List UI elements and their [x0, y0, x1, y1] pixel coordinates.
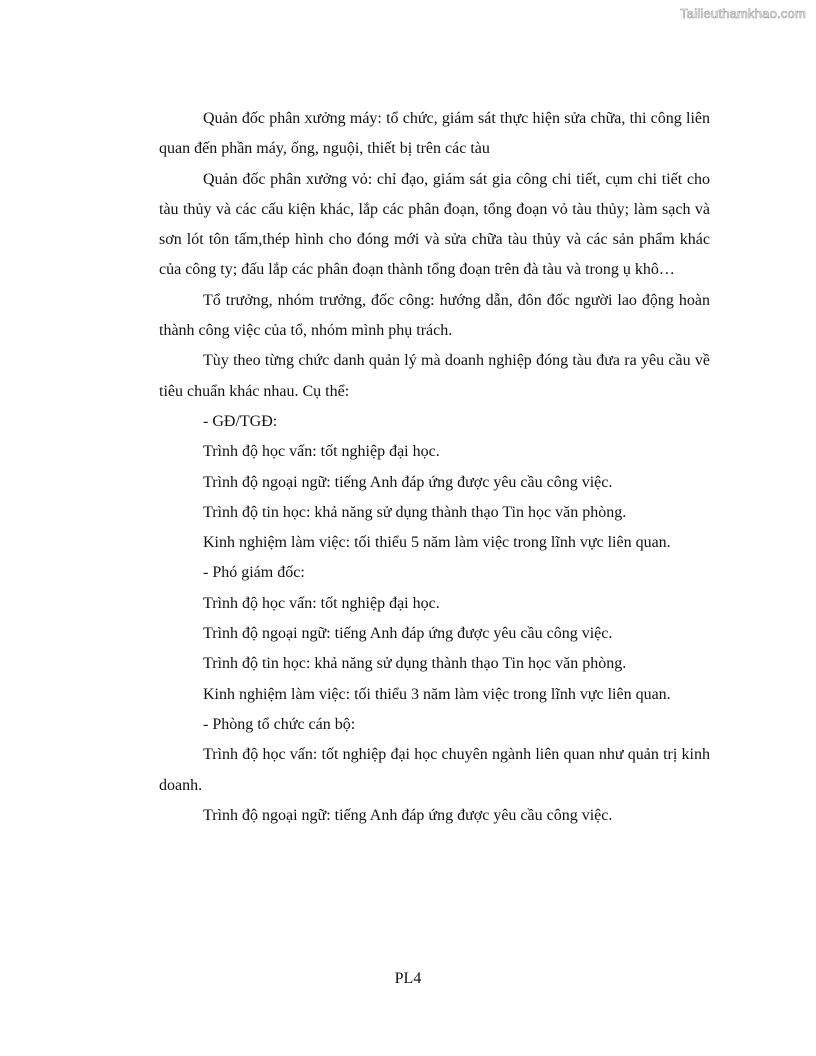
paragraph: Kinh nghiệm làm việc: tối thiểu 5 năm làm việc trong lĩnh vực liên quan.	[203, 534, 671, 552]
document-body	[159, 104, 710, 831]
paragraph: Tổ trưởng, nhóm trưởng, đốc công: hướng dẫn, đôn đốc người lao động hoàn thành công việc của tổ, nhóm mình phụ trách.	[159, 291, 710, 340]
paragraph: Tùy theo từng chức danh quản lý mà doanh nghiệp đóng tàu đưa ra yêu cầu về tiêu chuẩn khác nhau. Cụ thể:	[159, 352, 710, 400]
paragraph: Kinh nghiệm làm việc: tối thiểu 3 năm làm việc trong lĩnh vực liên quan.	[203, 685, 671, 703]
section-label: - Phó giám đốc:	[203, 564, 305, 582]
paragraph: Trình độ học vấn: tốt nghiệp đại học.	[203, 443, 440, 461]
paragraph: Trình độ học vấn: tốt nghiệp đại học.	[203, 594, 440, 612]
section-label: - Phòng tổ chức cán bộ:	[203, 715, 356, 733]
paragraph: Quản đốc phân xưởng máy: tổ chức, giám sát thực hiện sửa chữa, thi công liên quan đến phần máy, ống, nguội, thiết bị trên các tàu	[159, 110, 710, 158]
page-number: PL4	[394, 970, 422, 987]
paragraph: Trình độ tin học: khả năng sử dụng thành thạo Tin học văn phòng.	[203, 503, 627, 521]
paragraph: Trình độ học vấn: tốt nghiệp đại học chuyên ngành liên quan như quản trị kinh doanh.	[159, 746, 710, 794]
paragraph: Trình độ ngoại ngữ: tiếng Anh đáp ứng được yêu cầu công việc.	[203, 473, 613, 491]
section-label: - GĐ/TGĐ:	[203, 412, 278, 430]
watermark-text: Tailieuthamkhao.com	[680, 6, 806, 21]
paragraph: Trình độ tin học: khả năng sử dụng thành thạo Tin học văn phòng.	[203, 655, 627, 673]
paragraph: Trình độ ngoại ngữ: tiếng Anh đáp ứng được yêu cầu công việc.	[203, 806, 613, 824]
paragraph: Trình độ ngoại ngữ: tiếng Anh đáp ứng được yêu cầu công việc.	[203, 625, 613, 643]
paragraph: Quản đốc phân xưởng vỏ: chỉ đạo, giám sát gia công chi tiết, cụm chi tiết cho tàu thủy và các cấu kiện khác, lắp các phân đoạn, tổng đoạn vỏ tàu thủy; làm sạch và sơn lót tôn tấm,thép hình cho đóng mới và sửa chữa tàu thủy và các sản phẩm khác của công ty; đấu lắp các phân đoạn thành tổng đoạn trên đà tàu và trong ụ khô…	[159, 170, 710, 279]
